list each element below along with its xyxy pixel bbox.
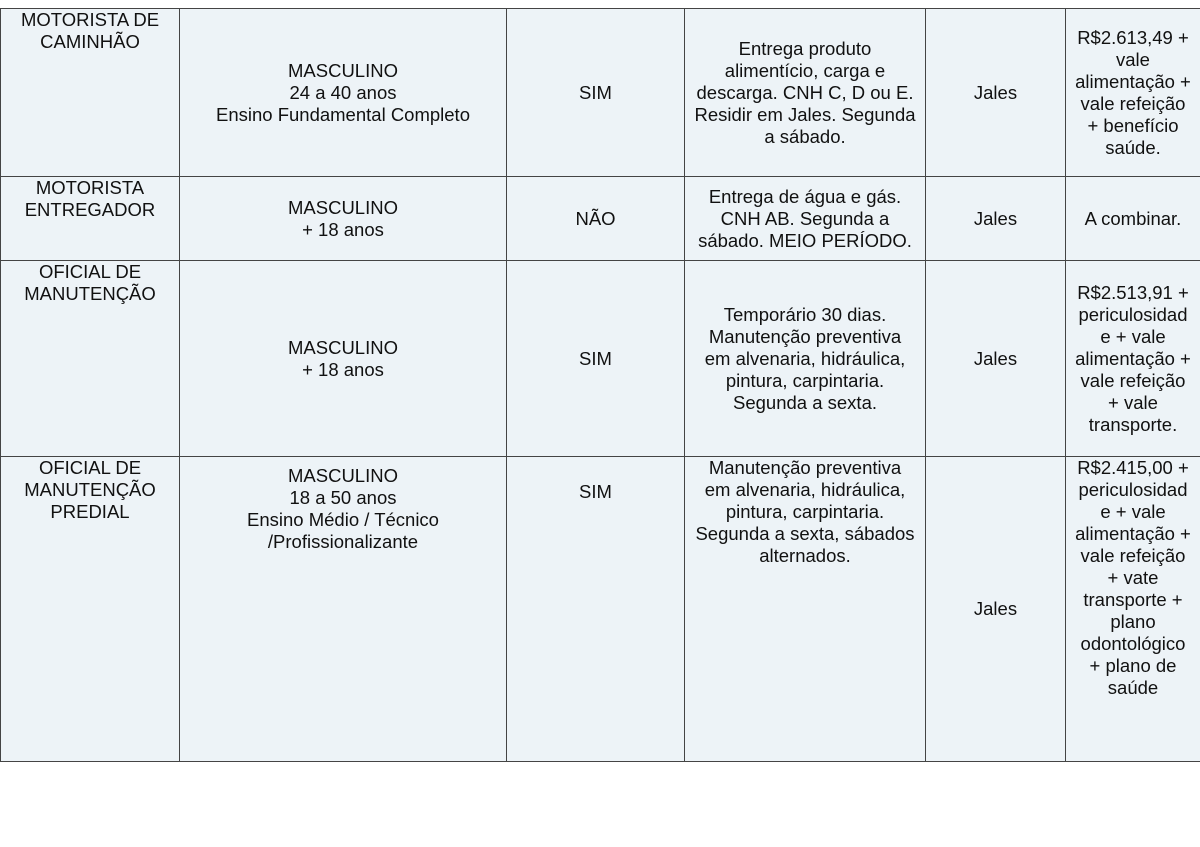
salary-line: + plano de [1089, 655, 1177, 676]
city-value: Jales [973, 347, 1018, 369]
salary-line: R$2.513,91 + [1077, 281, 1189, 303]
description-line: alimentício, carga e [724, 59, 886, 81]
requirement-line: /Profissionalizante [267, 531, 419, 552]
experience-value: SIM [579, 347, 612, 369]
experience-cell [507, 261, 685, 457]
description-line: alternados. [759, 545, 851, 566]
role-line: MANUTENÇÃO [24, 283, 156, 304]
description-line: pintura, carpintaria. [725, 501, 885, 522]
salary-line: odontológico [1080, 633, 1186, 654]
salary-line: periculosidad [1078, 303, 1188, 325]
requirement-line: MASCULINO [288, 336, 398, 358]
city-cell [926, 9, 1066, 177]
city-value: Jales [973, 207, 1018, 229]
role-cell [1, 457, 180, 762]
salary-line: periculosidad [1078, 479, 1188, 500]
role-cell [1, 9, 180, 177]
salary-line: R$2.415,00 + [1077, 457, 1189, 478]
role-line: MOTORISTA DE [20, 9, 160, 30]
description-cell [685, 177, 926, 261]
description-line: em alvenaria, hidráulica, [704, 479, 906, 500]
salary-line: alimentação + [1075, 70, 1191, 92]
description-line: Segunda a sexta, sábados [695, 523, 915, 544]
salary-line: saúde. [1105, 136, 1161, 158]
salary-line: transporte. [1088, 413, 1178, 435]
description-line: pintura, carpintaria. [725, 369, 885, 391]
salary-cell [1066, 457, 1200, 762]
description-line: CNH AB. Segunda a [720, 207, 890, 229]
description-line: Entrega de água e gás. [708, 185, 902, 207]
description-cell [685, 261, 926, 457]
description-line: Temporário 30 dias. [723, 303, 887, 325]
description-cell [685, 457, 926, 762]
role-line: OFICIAL DE [38, 261, 142, 282]
experience-cell [507, 177, 685, 261]
salary-line: R$2.613,49 + [1077, 26, 1189, 48]
requirements-cell [180, 457, 507, 762]
salary-line: + vale [1108, 391, 1158, 413]
salary-line: A combinar. [1084, 207, 1182, 229]
description-line: Segunda a sexta. [733, 391, 877, 413]
salary-cell [1066, 261, 1200, 457]
city-cell [926, 177, 1066, 261]
role-line: OFICIAL DE [38, 457, 142, 478]
description-line: sábado. MEIO PERÍODO. [698, 229, 912, 251]
experience-value: NÃO [575, 207, 616, 229]
requirement-line: + 18 anos [302, 218, 384, 240]
role-cell [1, 261, 180, 457]
requirement-line: + 18 anos [302, 358, 384, 380]
salary-line: e + vale [1100, 501, 1166, 522]
table-row [1, 261, 1200, 457]
experience-value: SIM [579, 481, 612, 502]
salary-line: vale refeição [1080, 545, 1186, 566]
role-line: PREDIAL [50, 501, 130, 522]
description-line: em alvenaria, hidráulica, [704, 347, 906, 369]
table-row [1, 177, 1200, 261]
city-cell [926, 457, 1066, 762]
role-line: ENTREGADOR [24, 199, 156, 220]
requirements-cell [180, 261, 507, 457]
salary-line: saúde [1107, 677, 1159, 698]
job-openings-table [0, 8, 1200, 762]
experience-cell [507, 457, 685, 762]
requirement-line: MASCULINO [288, 465, 398, 486]
requirements-cell [180, 177, 507, 261]
table-row [1, 457, 1200, 762]
description-line: Manutenção preventiva [708, 457, 902, 478]
description-line: Entrega produto [738, 37, 872, 59]
requirement-line: Ensino Fundamental Completo [215, 103, 470, 125]
description-cell [685, 9, 926, 177]
salary-line: + vate [1107, 567, 1159, 588]
salary-line: alimentação + [1075, 347, 1191, 369]
requirement-line: 18 a 50 anos [289, 487, 397, 508]
table-row [1, 9, 1200, 177]
salary-line: e + vale [1100, 325, 1166, 347]
city-value: Jales [973, 598, 1018, 619]
city-value: Jales [973, 81, 1018, 103]
salary-line: plano [1110, 611, 1156, 632]
requirement-line: MASCULINO [288, 59, 398, 81]
requirement-line: Ensino Médio / Técnico [247, 509, 439, 530]
salary-line: vale refeição [1080, 369, 1186, 391]
description-line: a sábado. [764, 125, 846, 147]
salary-line: transporte + [1083, 589, 1183, 610]
role-cell [1, 177, 180, 261]
role-line: MOTORISTA [35, 177, 145, 198]
description-line: Residir em Jales. Segunda [694, 103, 916, 125]
salary-line: vale [1116, 48, 1150, 70]
salary-line: vale refeição [1080, 92, 1186, 114]
description-line: Manutenção preventiva [708, 325, 902, 347]
description-line: descarga. CNH C, D ou E. [696, 81, 914, 103]
role-line: CAMINHÃO [40, 31, 140, 52]
salary-line: + benefício [1087, 114, 1179, 136]
requirement-line: MASCULINO [288, 196, 398, 218]
salary-cell [1066, 177, 1200, 261]
requirement-line: 24 a 40 anos [289, 81, 397, 103]
role-line: MANUTENÇÃO [24, 479, 156, 500]
requirements-cell [180, 9, 507, 177]
job-openings-body [1, 9, 1200, 762]
experience-cell [507, 9, 685, 177]
experience-value: SIM [579, 81, 612, 103]
salary-line: alimentação + [1075, 523, 1191, 544]
city-cell [926, 261, 1066, 457]
salary-cell [1066, 9, 1200, 177]
